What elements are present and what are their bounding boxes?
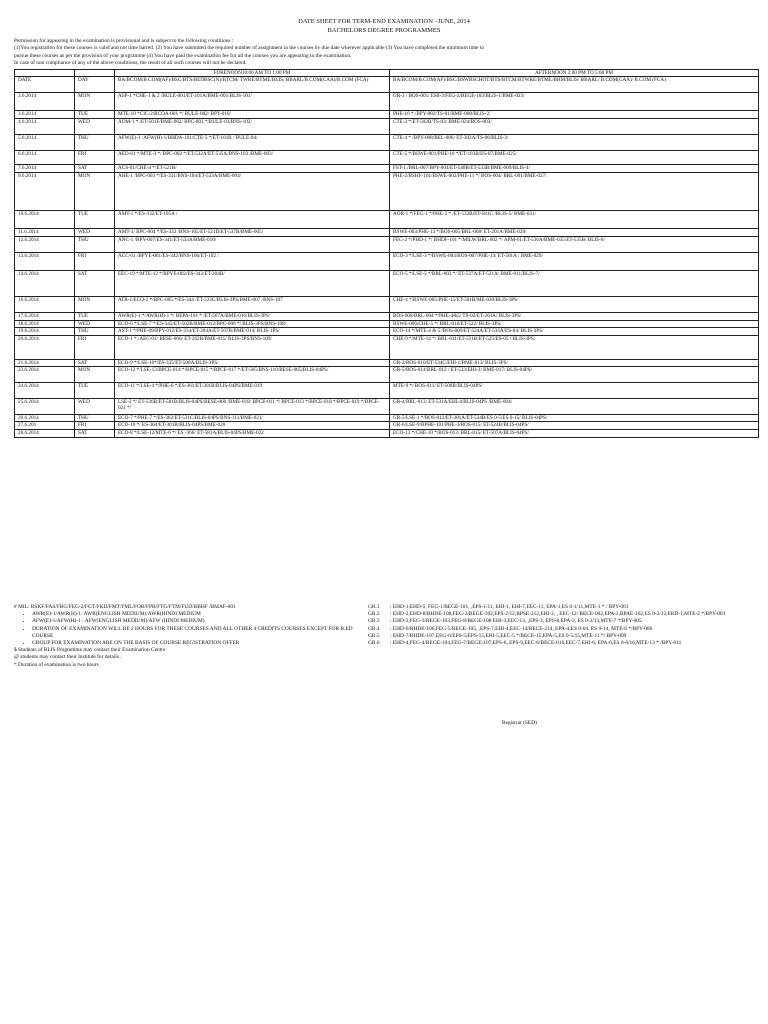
day-cell: TUE	[75, 383, 115, 399]
group-key: GR.6	[368, 640, 380, 647]
schedule-row	[15, 422, 759, 429]
group-item	[368, 604, 760, 611]
afternoon-papers-cell: CTE-3 */ET-502B/TS-03/ BME-024/BOS-003/	[390, 119, 759, 135]
date-cell: 21.6.2014	[15, 359, 75, 366]
condition-line: In case of non compliance of any of the above conditions, the result of all such courses will not be declared.	[14, 60, 247, 67]
duration-note: * Duration of examination is two hours	[14, 661, 99, 668]
afternoon-papers-cell: GR-3 / BOS-001/ EHI-3/FEG-2/BEGE-103/BLIS-1/BME-023/	[390, 93, 759, 111]
date-cell: 24.6.2014	[15, 383, 75, 399]
date-cell: 10.6.2014	[15, 211, 75, 229]
day-cell: WED	[75, 229, 115, 237]
afternoon-papers-cell: FST-1 /BRL-007/BPY-004/ET-540B/ET-533B/BME-009/BLIS-4/	[390, 165, 759, 173]
schedule-row	[15, 399, 759, 415]
group-item	[368, 611, 760, 618]
date-cell: 4.6.2014	[15, 119, 75, 135]
day-cell: THU	[75, 415, 115, 422]
date-cell: 13.6.2014	[15, 253, 75, 271]
afternoon-papers-cell: GR-5/BOS-014/BRL-012 / ET-523/EHI-2/ BME-017/ BLIS-04PS/	[390, 367, 759, 383]
forenoon-papers-cell: ATR-1/ECO-2 */BPC-005 */ES-344 /ET-523C/BLIS-3PS/BME-007 /BNS-107	[115, 297, 390, 313]
group-item	[368, 633, 760, 640]
day-cell: TUE	[75, 211, 115, 229]
exam-schedule-table	[14, 69, 759, 438]
schedule-row	[15, 165, 759, 173]
forenoon-papers-cell: MTE-10 *CIC-2/BCOA-001 */ BULE-002/ BPY-010/	[115, 111, 390, 119]
note-item: • GROUP FOR EXAMINATION ARE ON THE BASIS OF COURSE REGISTRATION OFFER	[32, 640, 359, 647]
schedule-row	[15, 135, 759, 151]
afternoon-header: AFTERNOON 2:00 PM TO 5:00 PM	[390, 70, 759, 77]
afternoon-papers-cell: FEG-2 */PHD-1 */ BHDF-101 */MILW/BRL-002 */ APM-01/ET-536A/BME-035/ET-535B/ BLIS-6/	[390, 237, 759, 253]
forenoon-papers-cell: ECO-10 */ ES-364/ET-301B/BLIS-04PS/BME-020	[115, 422, 390, 429]
forenoon-papers-cell: ECO-11 */LSE-4 */PHE-6 */ES-361/ET-301B/BLIS-04PS/BME-019	[115, 383, 390, 399]
afternoon-papers-cell: ECO-14 */MTE-4 & 5 /BOS-009/ET-524A/ET-534A/ES-04/ BLIS-3PS/	[390, 328, 759, 335]
group-key: GR.3	[368, 618, 380, 625]
day-column-header: DAY	[75, 77, 115, 93]
afternoon-papers-cell: GR-6/LSE-9/BPHE-101/PHE-3/BOS-015/ ET-524B/BLIS-04PS/	[390, 422, 759, 429]
date-cell: 27.6.201	[15, 422, 75, 429]
afternoon-papers-cell: BSWE-006/CHE-5 */ BRL-010/ET-522/ BLIS-3PS/	[390, 320, 759, 327]
schedule-row	[15, 335, 759, 359]
day-cell: FRI	[75, 253, 115, 271]
date-cell: 7.6.2014	[15, 165, 75, 173]
group-courses: : EHD-4,FEG-4/BEGE-104,FEG-7/BEGE-107,EPS-6, EPS-9,EEC-6/BECE-016,EEC-7,EHI-6, EPA-6,ES 0-6/16,MTE-13 * /BPY-011	[390, 640, 682, 647]
date-column-header: DATE	[15, 77, 75, 93]
day-cell: WED	[75, 119, 115, 135]
schedule-row	[15, 229, 759, 237]
afternoon-papers-cell: PHE-16 * /BPY-002/TS-01/BME-008/BLIS-2/	[390, 111, 759, 119]
group-key: GR.5	[368, 632, 380, 639]
forenoon-papers-cell: AMT-1 */ES-332/ET-105A /	[115, 211, 390, 229]
note-item: • AFW(E)-1/AFW(H)-1 : AFW(ENGLISH MEDIUM)/AFW (HINDI MEDIUM)	[32, 618, 359, 625]
column-header-row	[15, 77, 759, 93]
blis-note: $ Students of BLIS Programme may contact their Examination Centre	[14, 647, 166, 654]
day-cell: MON	[75, 173, 115, 211]
afternoon-papers-cell: BSWE-003/PHE-13 */BOS-005/BRL-008/ ET-201A/BME-028/	[390, 229, 759, 237]
schedule-row	[15, 297, 759, 313]
date-cell: 26.6.2014	[15, 415, 75, 422]
day-cell: WED	[75, 399, 115, 415]
day-cell: THU	[75, 328, 115, 335]
group-courses: : EHD-7/BHDE-107,EEG-6/EPS-5/EPS-15,EHI-5,EEC-5 */BECE-15,EPA-5,ES 0-5/15,MTE-11 */ BPY-009	[390, 632, 627, 639]
date-cell: 6.6.2014	[15, 151, 75, 165]
group-courses: : EHD-1,EHD-5, FEG-1/BEGE-101, ,EPS-1/11, EHI-1, EHI-7,EEC-11, EPA-1,ES 0-1/11,MTE-1 * / BPY-001	[390, 604, 629, 610]
forenoon-papers-cell: AFW(E)-1 /AFW(H)-1/BHDA-101/CTE-5 */ET-101B / BULE-04/	[115, 135, 390, 151]
group-item	[368, 618, 760, 625]
schedule-row	[15, 253, 759, 271]
day-cell: FRI	[75, 151, 115, 165]
forenoon-papers-cell: AST-1 */PHE-09/BPY-012/ES-334/ET-204A/ET-507B/BME-014/ BLIS-1PS/	[115, 328, 390, 335]
note-item: • DURATION OF EXAMINATION WILL BE 2 HOURS FOR THESE COURSES AND ALL OTHER 4 CREDITS COURSES EXCEPT FOR B.ED COURSE	[32, 626, 359, 640]
date-cell: 23.6.2014	[15, 367, 75, 383]
group-item	[368, 626, 760, 633]
day-cell: SAT	[75, 429, 115, 437]
schedule-row	[15, 271, 759, 297]
forenoon-header: FORENOON10:00 AM TO 1:00 PM	[115, 70, 390, 77]
forenoon-papers-cell: ECO-7 */PHE-7 */ES-362/ET-531C/BLIS-04PS/BNS-111/BME-021/	[115, 415, 390, 422]
afternoon-papers-cell: ECO-5 */LSE-5 */BRL-003 */ ET-537A/ET-521A/ BME-011/BLIS-7/	[390, 271, 759, 297]
day-cell: WED	[75, 320, 115, 327]
registrar-signature: Registrar (SED)	[502, 720, 537, 726]
day-cell: SAT	[75, 271, 115, 297]
forenoon-papers-cell: ANC-1 /BPY-007/ES-341/ET-533A/BME-010/	[115, 237, 390, 253]
schedule-body	[15, 93, 759, 437]
day-cell: THU	[75, 135, 115, 151]
forenoon-papers-cell: LSE-2 */ ET-536B/ET-581B/BLIS-04PS/BESE-066 /BME-018/ BPCE-011 */ BPCE-013 */BPCE-018 */BPCE-019 */BPCE-021 */	[115, 399, 390, 415]
date-cell: 20.6.2014	[15, 335, 75, 359]
blank-header-cell	[15, 70, 75, 77]
date-cell: 2.6.2014	[15, 93, 75, 111]
group-key: GR.4	[368, 625, 380, 632]
group-item	[368, 640, 760, 647]
date-cell: 18.6.2014	[15, 320, 75, 327]
date-cell: 11.6.2014	[15, 229, 75, 237]
schedule-row	[15, 383, 759, 399]
date-cell: 3.6.2014	[15, 111, 75, 119]
date-cell: 25.6.2014	[15, 399, 75, 415]
session-header-row	[15, 70, 759, 77]
day-cell: FRI	[75, 335, 115, 359]
document-title: DATE SHEET FOR TERM-END EXAMINATION –JUNE, 2014	[298, 18, 470, 25]
schedule-row	[15, 111, 759, 119]
groups-block	[368, 604, 760, 647]
day-cell: TUE	[75, 111, 115, 119]
day-cell: SAT	[75, 165, 115, 173]
date-cell: 12.6.2014	[15, 237, 75, 253]
day-cell: THU	[75, 237, 115, 253]
date-cell: 28.6.2014	[15, 429, 75, 437]
group-key: GR.1	[368, 604, 380, 610]
forenoon-programmes: BA/BCOM/B.COM(AF)/BSC/BTS/BEDBSC(N)/BTCM/ TWRE/BTME/BLIS/ BBARL/B.COM(CAA)/B.COM (FCA)	[115, 77, 390, 93]
day-cell: MON	[75, 367, 115, 383]
schedule-row	[15, 359, 759, 366]
blank-header-cell	[75, 70, 115, 77]
schedule-row	[15, 415, 759, 422]
afternoon-papers-cell: GR-4/BRL-013/ ET-531A/EHI-4/BLIS-04PS /BME-004/	[390, 399, 759, 415]
schedule-row	[15, 367, 759, 383]
forenoon-papers-cell: ECO-9 */LSE-10*/ES-335/ET-508A/BLIS-3PS/	[115, 359, 390, 366]
afternoon-papers-cell: PHE-2/BSHF-101/BSWE-002/PHE-11 */ BOS-004/ BRL-001/BME-027/	[390, 173, 759, 211]
schedule-row	[15, 211, 759, 229]
forenoon-papers-cell: ACC-01 /BPYE-001/ES-342/BNS-106/ET-102 /	[115, 253, 390, 271]
afternoon-papers-cell: ECO-3 */LSE-3 */BSWE-004/BOS-007/PHE-14/ ET-501A / BME-029/	[390, 253, 759, 271]
forenoon-papers-cell: ACS-01/CHE-4 */ET-521B/	[115, 165, 390, 173]
day-cell: MON	[75, 93, 115, 111]
date-cell: 5.6.2014	[15, 135, 75, 151]
condition-line: pursue these courses as per the provision of your programme (4) You have paid the examination fee for all the courses you are appearing in the examination.	[14, 52, 352, 59]
date-cell: 16.6.2014	[15, 297, 75, 313]
condition-line: Permission for appearing in the examination is provisional and is subject to the following conditions :	[14, 38, 234, 44]
forenoon-papers-cell: AED-01 */MTE-3 */ BPC-002 */ET-532A/ET-535A/BNS-103 /BME-003/	[115, 151, 390, 165]
afternoon-papers-cell: CTE-5 */BSWE-001/PHE-10 */ET-103B/ES-07/BME-025/	[390, 151, 759, 165]
day-cell: TUE	[75, 313, 115, 320]
schedule-row	[15, 313, 759, 320]
date-cell: 14.6.2014	[15, 271, 75, 297]
afternoon-papers-cell: MTE-9 */ BOS-011/ ET-508B/BLIS-04PS/	[390, 383, 759, 399]
schedule-row	[15, 328, 759, 335]
group-courses: : EHD-6/BHDE-106,FEG-5/BEGE-105, ,EPS-7,EHI-4,EEC-14/BECE-214, EPA-4,ES 0-04, ES 0-14, MTE-8 */BPY-006	[390, 625, 653, 632]
afternoon-papers-cell: BOS-008/BRL-004 */PHE-4&5/ TS-02/ET-203A/ BLIS-3PS/	[390, 313, 759, 320]
forenoon-papers-cell: AOM-1 * /ET-501F/BME-002/ BPC-001 */BULE-03/BNS-102/	[115, 119, 390, 135]
group-courses: : EHD-3,FEG-3/BEGE-103,FEG-8/BEGE-108 EHI-3,EEC-13, ,EPS-3, EPS-8,EPA-3, ES 0-3/13,MTE-7 */BPY-005	[390, 618, 642, 625]
schedule-row	[15, 151, 759, 165]
schedule-row	[15, 429, 759, 437]
forenoon-papers-cell: AMT-1/ BPC-004 */ES-333 /BNS-105/ET-521D/ET-537B/BME-005/	[115, 229, 390, 237]
forenoon-papers-cell: AWR(E)-1 */AWR(H)-1 */ BEPA-101 * /ET-507A/BME-016/BLIS-3PS/	[115, 313, 390, 320]
forenoon-papers-cell: ECO-12 */LSE-13/BPCE-014 */BPCE-015 */BPCE-017 */ET-505/BNS-110/BESE-065/BLIS-04PS/	[115, 367, 390, 383]
day-cell: MON	[75, 297, 115, 313]
forenoon-papers-cell: EEC-19 */MTE-12 */BPYE-002/ES-343/ET-204B/	[115, 271, 390, 297]
notes-block	[14, 604, 359, 669]
day-cell: SAT	[75, 359, 115, 366]
afternoon-papers-cell: GR-2/BOS-010/ET-534C/EHI-1/BME-013/ BLIS-3PS/	[390, 359, 759, 366]
schedule-row	[15, 173, 759, 211]
schedule-row	[15, 119, 759, 135]
date-cell: 17.6.2014	[15, 313, 75, 320]
forenoon-papers-cell: ASP-1 *CHE-1 & 2 /BULE-001/ET-101A/BME-001/BLIS-101/	[115, 93, 390, 111]
mil-line: # MIL: BSKF/FAS/FBG/FEG-2/FGT/FKD/FMT/FML/FOR/FPB/FTG/FTM/FUD/BBHF /BMAF-001	[14, 604, 236, 610]
date-cell: 19.6.2014	[15, 328, 75, 335]
forenoon-papers-cell: ECO-6 */LSE-7 */ES-345/ET-502B/BME-012/BPC-006 */ BLIS-3PS/BNS-108/	[115, 320, 390, 327]
condition-line: (1)You registration for these courses is valid and not time barred. (2) You have submitted the required number of assignment in the courses by due date wherever applicable (3) You have completed the minimum time to	[14, 45, 485, 52]
forenoon-papers-cell: ECO-8 */LSE-12/MTE-6 */ ES -366/ ET-581A/BLIS-04PS/BME-022	[115, 429, 390, 437]
afternoon-papers-cell: CHE-4 */BSWE-005/PHE-15/ET-501B/ME-030/BLIS-3PS/	[390, 297, 759, 313]
forenoon-papers-cell: AHE-1 /BPC-003 */ES-331/BNS-104/ET-533A/BME-004/	[115, 173, 390, 211]
conditions-block	[14, 38, 759, 68]
document-subtitle: BACHELORS DEGREE PROGRAMMES	[327, 27, 441, 34]
afternoon-papers-cell: CHE-9 */MTE-14 */ BRL-011/ET-531B/ET-525/ES-05 / BLIS-3PS/	[390, 335, 759, 359]
afternoon-papers-cell: CTE-4 * /BPY-008/BEL-006/ ET-302A/TS-06/BLIS-3/	[390, 135, 759, 151]
note-item: • AWR(E)-1/AWR(H)-1: AWR(ENGLISH MEDIUM)/AWR(HINDI MEDIUM	[32, 611, 359, 618]
day-cell: FRI	[75, 422, 115, 429]
group-courses: : EHD-2,EHD-8/BHDE-108,FEG-2/BEGE-102,EPS-2/12,BPSE-212,EHI-2, , EEC-12/ BECE-002,EPA-2,BPAE-102,ES 0-2/12,ERD-1,MTE-2 */BPY-003	[390, 611, 726, 618]
afternoon-papers-cell: GR-5/LSE-1 */BOS-012/ET-301A/ET-534B/ES 0-5/ES 0-15/ BLIS-04PS/	[390, 415, 759, 422]
forenoon-papers-cell: ECO-1 * /AEC-01/ BESE-066/ ET-202B/BME-015/ BLIS-3PS/BNS-109/	[115, 335, 390, 359]
group-key: GR.2	[368, 611, 380, 618]
institute-note: @ students may contact their Institute for details .	[14, 654, 122, 661]
afternoon-programmes: BA/BCOM/B.COM(AF)/BSC/BSWBSCHOT/BTS/BTCM/BTWRE/BTME/BHM/BLIS/ BBARL/ B.COM(CAA)/ B.COM (FCA)	[390, 77, 759, 93]
date-cell: 9.6.2014	[15, 173, 75, 211]
afternoon-papers-cell: AOR-1 */FEG-1 */PHE-2 * /ET-532B/ET-581C /BLIS-5/ BME-031/	[390, 211, 759, 229]
schedule-row	[15, 93, 759, 111]
schedule-row	[15, 320, 759, 327]
schedule-row	[15, 237, 759, 253]
notes-list	[14, 611, 359, 647]
afternoon-papers-cell: ECO-13 */CHE-10 */BOS-013/ BRL-015/ ET-507A/BLIS-04PS/	[390, 429, 759, 437]
